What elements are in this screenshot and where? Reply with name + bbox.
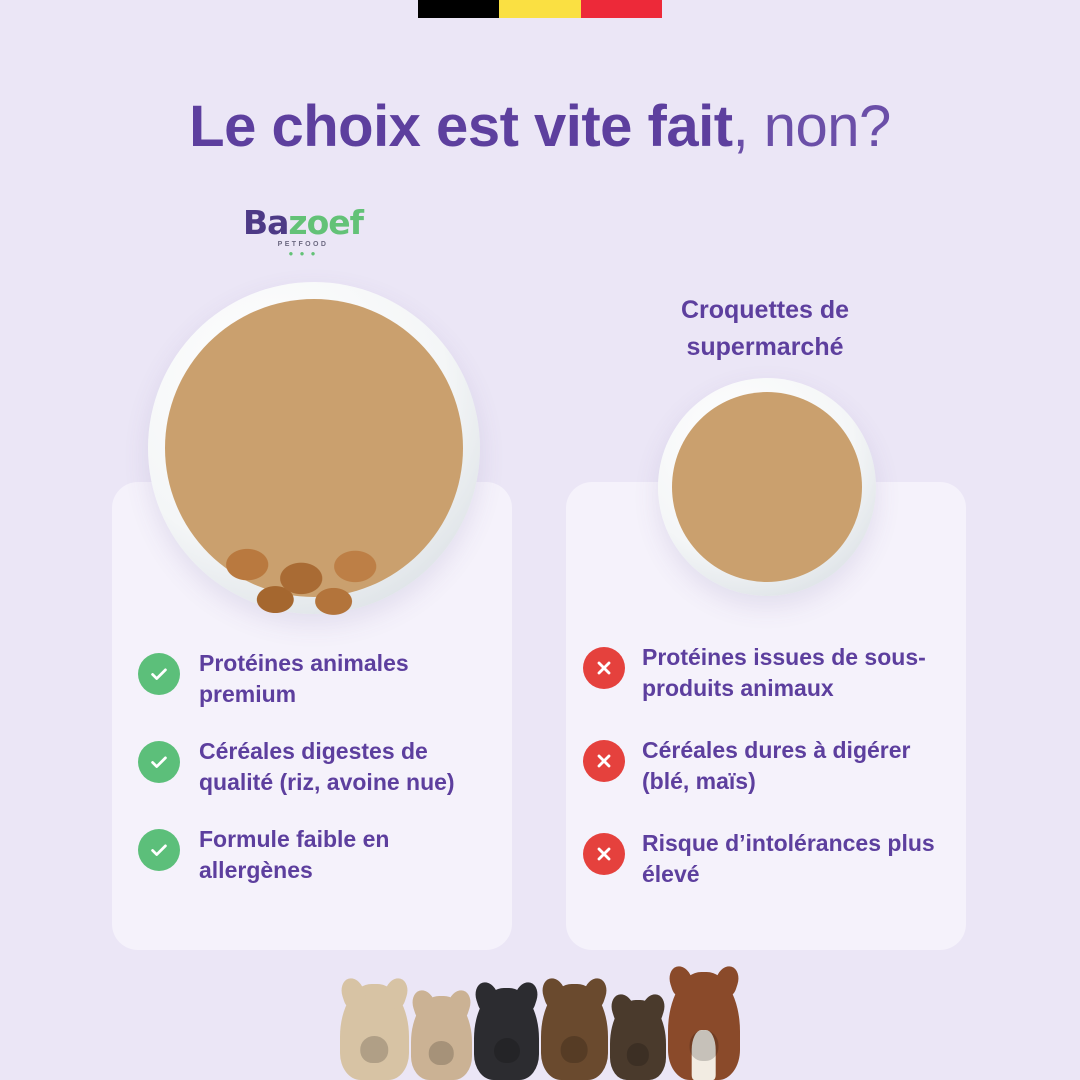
list-item-label: Risque d’intolérances plus élevé: [642, 830, 935, 887]
list-item: [583, 735, 953, 797]
flag-stripe-red: [581, 0, 662, 18]
list-item: [138, 824, 498, 886]
brand-dots-icon: ● ● ●: [288, 249, 318, 258]
brand-name-part1: Ba: [243, 203, 289, 242]
dogs-group-image: [340, 962, 740, 1080]
list-item-label: Protéines animales premium: [199, 650, 409, 707]
check-icon: [138, 829, 180, 871]
kibble-spill: [204, 537, 420, 629]
dog-2: [411, 996, 472, 1080]
list-item: [583, 828, 953, 890]
dog-5: [610, 1000, 666, 1080]
premium-kibble-bowl-image: [148, 282, 480, 614]
left-feature-list: [138, 648, 498, 912]
dog-3: [474, 988, 539, 1080]
supermarket-kibble-bowl-image: [658, 378, 876, 596]
cross-icon: [583, 647, 625, 689]
page-title: [0, 92, 1080, 162]
flag-stripe-yellow: [499, 0, 580, 18]
dog-1: [340, 984, 409, 1080]
right-feature-list: [583, 642, 953, 921]
bowl-kibble: [672, 392, 862, 582]
headline-bold: Le choix est vite fait: [189, 94, 733, 159]
belgian-flag: [418, 0, 662, 18]
flag-stripe-black: [418, 0, 499, 18]
list-item-label: Protéines issues de sous-produits animaux: [642, 644, 926, 701]
list-item: [138, 736, 498, 798]
brand-logo: [243, 203, 364, 262]
right-column-title: Croquettes de supermarché: [680, 296, 850, 361]
list-item-label: Céréales digestes de qualité (riz, avoine nue): [199, 738, 455, 795]
list-item-label: Céréales dures à digérer (blé, maïs): [642, 737, 911, 794]
cross-icon: [583, 833, 625, 875]
cross-icon: [583, 740, 625, 782]
kibble-texture: [672, 392, 862, 582]
brand-wordmark: [243, 203, 364, 242]
brand-name-part2: zoef: [288, 203, 364, 242]
headline-light: , non?: [732, 94, 891, 159]
dog-4: [541, 984, 608, 1080]
check-icon: [138, 741, 180, 783]
brand-tagline: PETFOOD: [277, 241, 329, 248]
list-item: [138, 648, 498, 710]
dog-6: [668, 972, 740, 1080]
list-item-label: Formule faible en allergènes: [199, 826, 390, 883]
check-icon: [138, 653, 180, 695]
list-item: [583, 642, 953, 704]
